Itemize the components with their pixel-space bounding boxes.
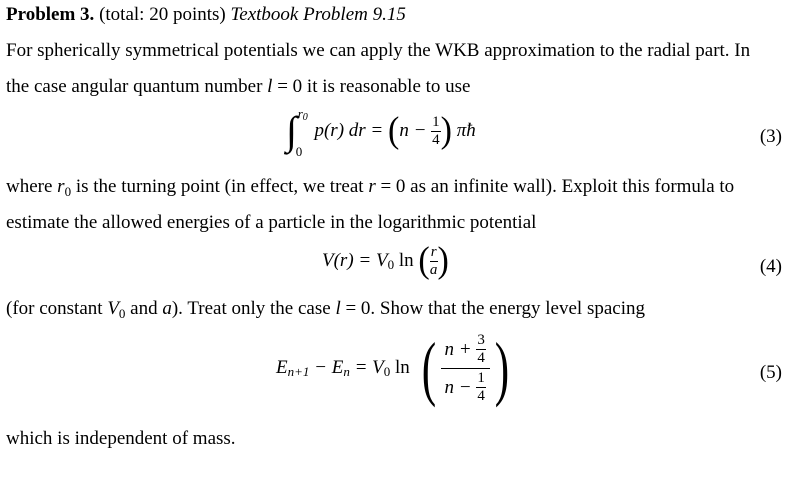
fraction-one-quarter xyxy=(476,371,486,404)
energy-minus: − E xyxy=(309,357,344,378)
math-var-r: r xyxy=(368,176,376,197)
frac-num: 1 xyxy=(477,369,485,386)
math-var-v: V xyxy=(107,298,119,319)
upper-limit xyxy=(298,106,308,122)
lower-limit: 0 xyxy=(295,144,303,159)
equation-3 xyxy=(0,108,808,164)
frac-den: 4 xyxy=(477,387,485,404)
math-var-l: l xyxy=(335,298,341,319)
problem-points: (total: 20 points) xyxy=(99,4,226,25)
text-span: = 0 as an infinite wall). Exploit this formula to xyxy=(375,176,735,197)
fraction-three-quarters xyxy=(476,333,486,366)
text-span: = 0 it is reasonable to use xyxy=(272,76,471,97)
text-span: (for constant xyxy=(6,298,108,319)
text-span: ). Treat only the case xyxy=(171,298,336,319)
fraction-r-over-a xyxy=(430,245,438,278)
energy-sub: n+1 xyxy=(287,364,310,379)
ln-operator: ln xyxy=(394,250,414,271)
v0-sub: 0 xyxy=(387,257,395,272)
paragraph-3 xyxy=(6,298,645,320)
frac-den: a xyxy=(429,261,438,278)
equation-4-body xyxy=(322,240,449,281)
frac-den: 4 xyxy=(432,131,440,148)
integral-sign: ∫ xyxy=(286,108,297,153)
text-span: = 0. Show that the energy level spacing xyxy=(340,298,645,319)
left-paren: ( xyxy=(387,110,400,151)
text-span: where xyxy=(6,176,58,197)
math-sub: 0 xyxy=(118,306,126,321)
big-right-paren: ) xyxy=(494,328,510,408)
ln-operator: ln xyxy=(390,357,410,378)
right-paren: ) xyxy=(440,110,452,151)
pi-hbar: πħ xyxy=(456,120,476,141)
n-plus: n + xyxy=(444,338,477,360)
big-frac-denominator xyxy=(441,369,490,404)
paragraph-2-line-2: estimate the allowed energies of a particle in the logarithmic potential xyxy=(6,212,537,233)
math-sub: 0 xyxy=(64,184,72,199)
equation-5 xyxy=(0,326,808,418)
math-var-a: a xyxy=(162,298,172,319)
frac-num: 3 xyxy=(477,331,485,348)
integrand: p(r) dr = xyxy=(314,120,388,141)
integral-limits xyxy=(295,106,310,159)
problem-source: Textbook Problem 9.15 xyxy=(230,4,406,25)
big-left-paren: ( xyxy=(421,328,436,408)
upper-limit-sub: 0 xyxy=(302,112,308,123)
problem-heading xyxy=(6,4,406,26)
problem-label: Problem 3. xyxy=(6,4,95,25)
fraction-one-quarter xyxy=(431,115,441,148)
text-span: is the turning point (in effect, we treat xyxy=(71,176,369,197)
equals-v: = V xyxy=(349,357,384,378)
frac-den: 4 xyxy=(477,349,485,366)
equation-4 xyxy=(0,240,808,290)
text-span: the case angular quantum number xyxy=(6,76,268,97)
math-var-l: l xyxy=(267,76,273,97)
n-minus: n − xyxy=(399,120,432,141)
math-var-r: r xyxy=(57,176,65,197)
left-paren: ( xyxy=(418,240,430,281)
energy-sub: n xyxy=(343,364,350,379)
paragraph-1-line-2 xyxy=(6,76,471,98)
upper-limit-var: r xyxy=(297,106,303,121)
paragraph-2-line-1 xyxy=(6,176,734,198)
equation-number-4: (4) xyxy=(759,256,782,277)
big-fraction xyxy=(441,333,490,404)
frac-num: 1 xyxy=(432,113,440,130)
potential-lhs: V(r) = V xyxy=(322,250,388,271)
closing-sentence: which is independent of mass. xyxy=(6,428,236,449)
equation-number-5: (5) xyxy=(759,362,782,383)
right-paren: ) xyxy=(437,240,449,281)
paragraph-1-line-1: For spherically symmetrical potentials we can apply the WKB approximation to the radial part. In xyxy=(6,40,751,61)
equation-3-body xyxy=(286,106,476,159)
big-frac-numerator xyxy=(441,333,490,369)
v0-sub: 0 xyxy=(383,364,391,379)
energy-e: E xyxy=(276,357,288,378)
equation-5-body xyxy=(276,328,514,408)
n-minus: n − xyxy=(444,376,477,398)
frac-num: r xyxy=(430,243,437,260)
equation-number-3: (3) xyxy=(759,126,782,147)
text-span: and xyxy=(125,298,163,319)
